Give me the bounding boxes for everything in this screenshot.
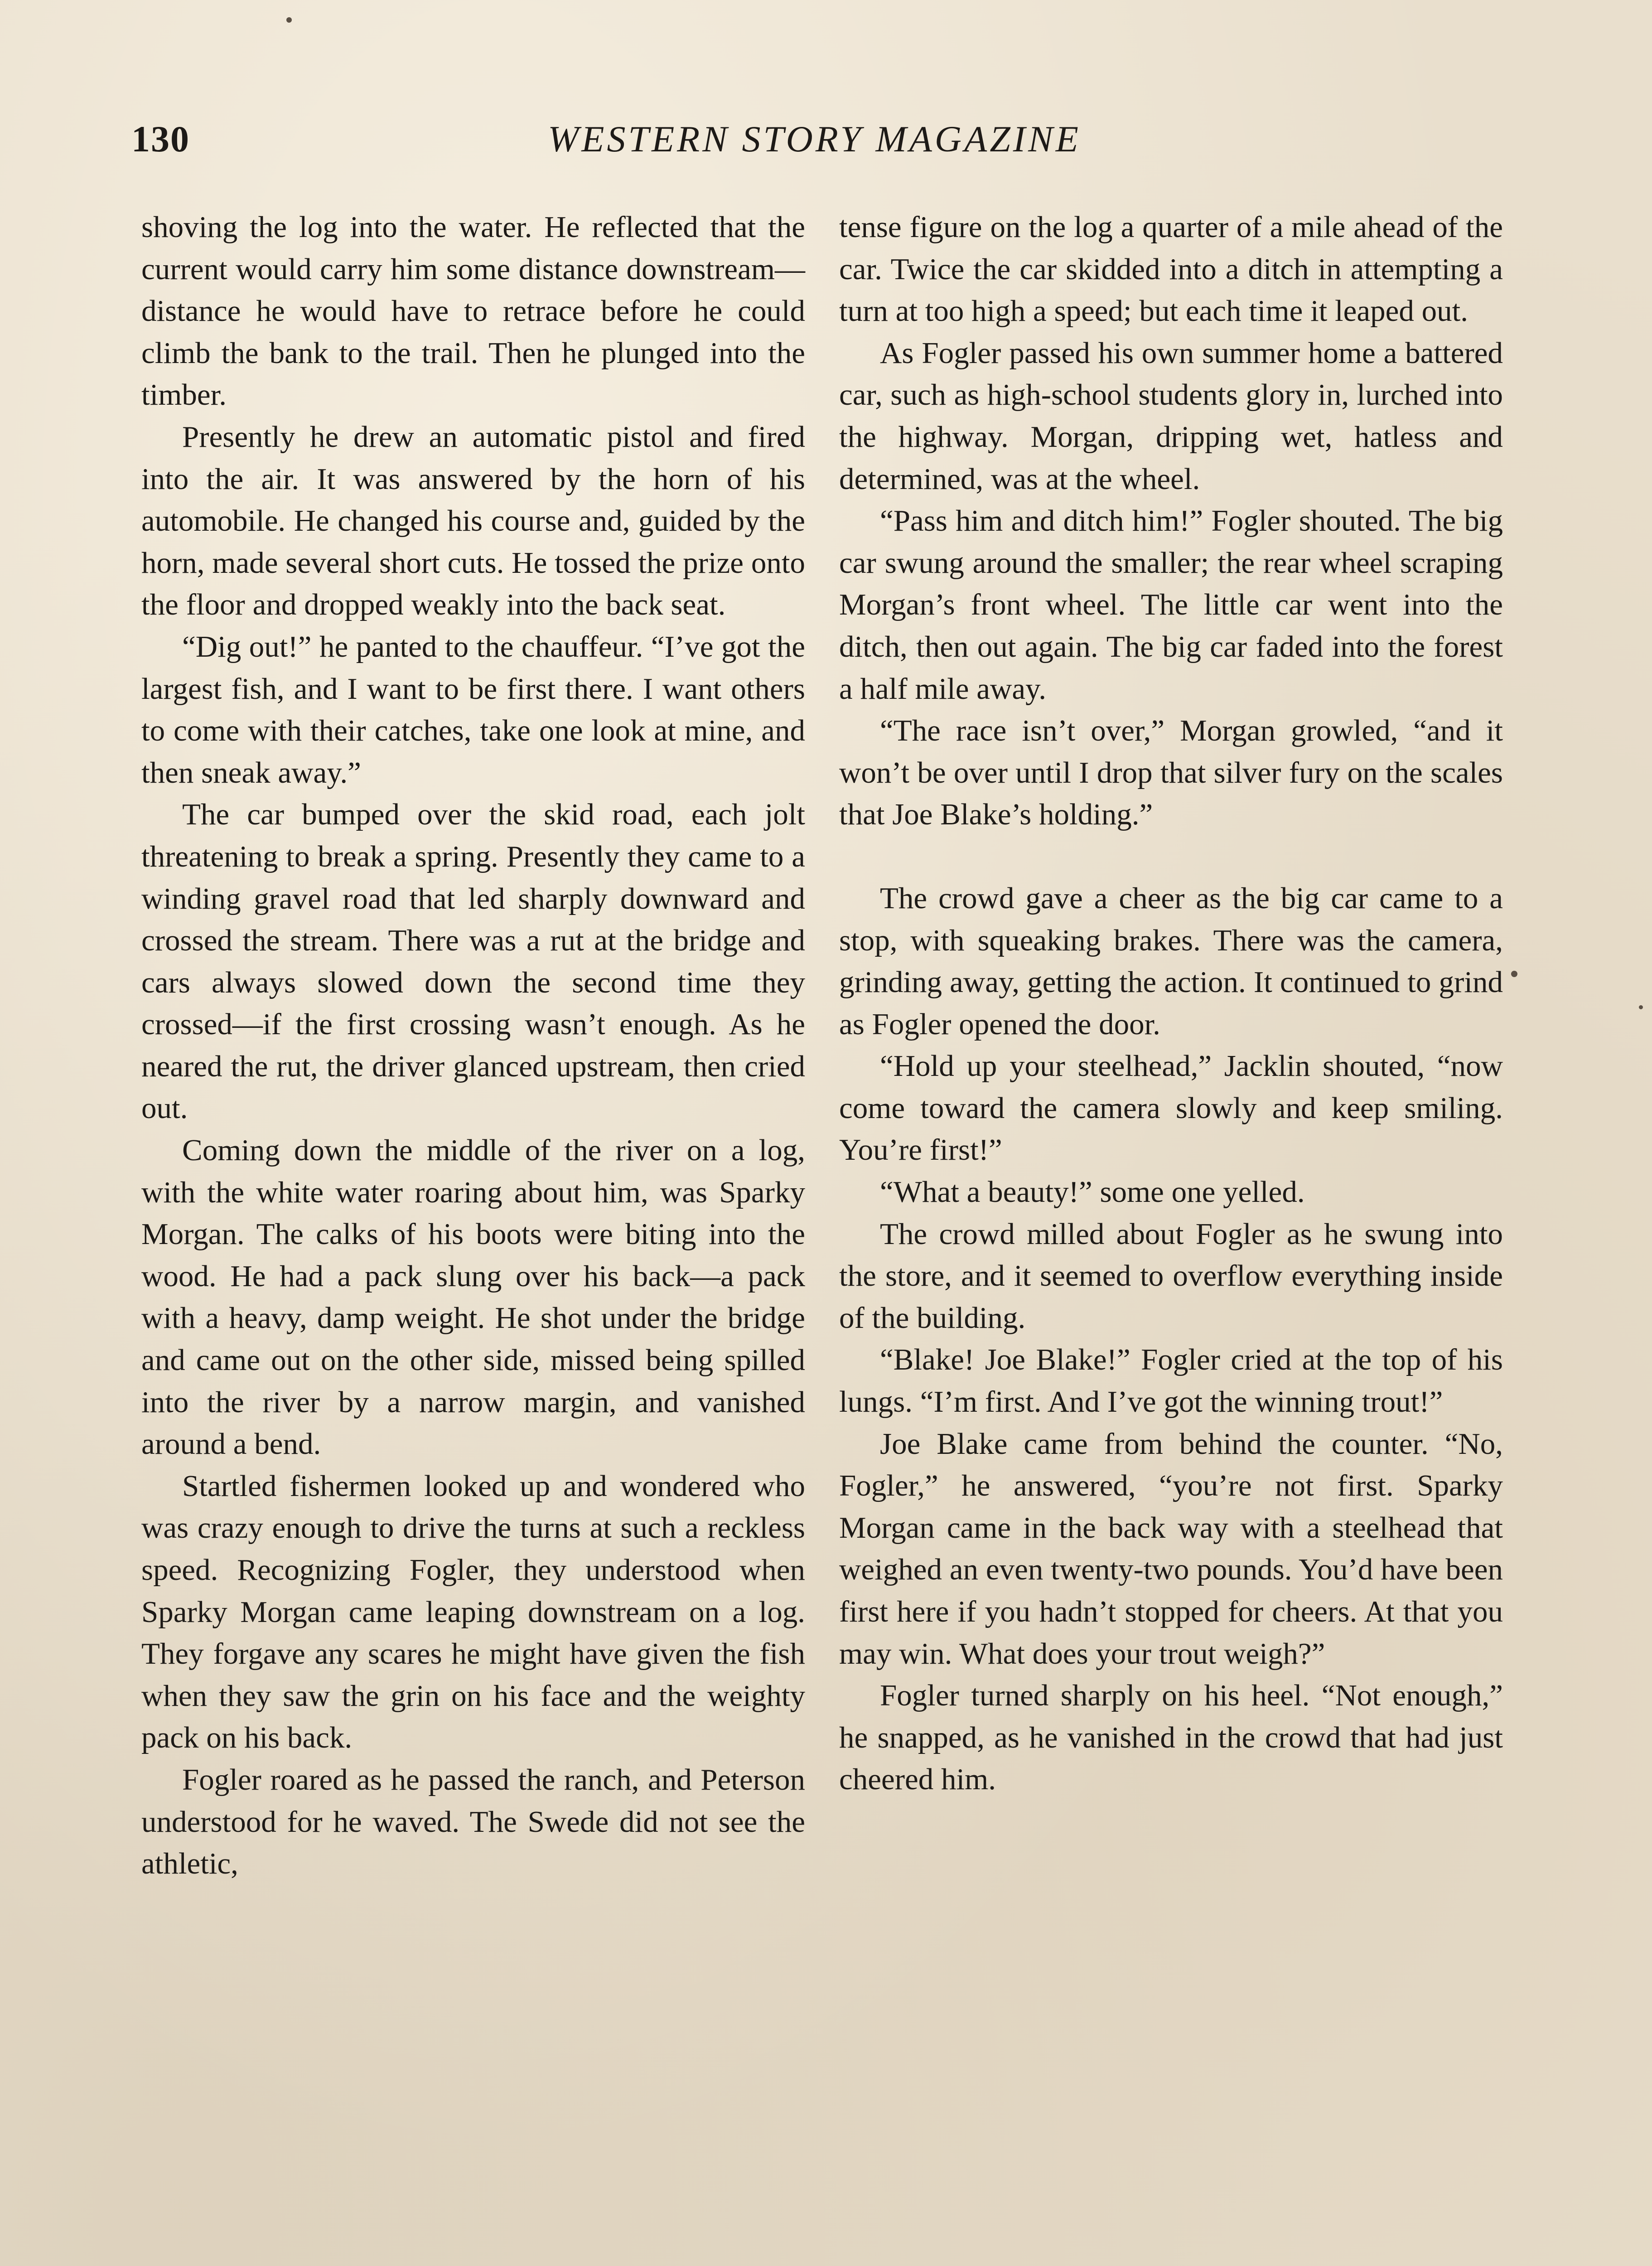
right-column xyxy=(839,206,1503,1801)
paragraph: Presently he drew an automatic pistol and fired into the air. It was answered by the horn of his automobile. He changed his course and, guided by the horn, made several short cuts. He tossed the prize onto the floor and dropped weakly into the back seat. xyxy=(141,420,805,622)
paragraph: The car bumped over the skid road, each jolt threatening to break a spring. Presently they came to a winding gravel road that led sharply downward and crossed the stream. There was a rut at the bridge and cars always slowed down the second time they crossed—if the first crossing wasn’t enough. As he neared the rut, the driver glanced upstream, then cried out. xyxy=(141,798,805,1125)
paragraph: Fogler roared as he passed the ranch, and Peterson understood for he waved. The Swede did not see the athletic, xyxy=(141,1762,805,1881)
page-header xyxy=(131,118,1497,181)
paragraph: Joe Blake came from behind the counter. “No, Fogler,” he answered, “you’re not first. Sparky Morgan came in the back way with a steelhead that weighed an even twenty-two pounds. You’d have been first here if you hadn’t stopped for cheers. At that you may win. What does your trout weigh?” xyxy=(839,1427,1503,1670)
paragraph: shoving the log into the water. He reflected that the current would carry him some distance downstream—distance he would have to retrace before he could climb the bank to the trail. Then he plunged into the timber. xyxy=(141,210,805,412)
paragraph: Startled fishermen looked up and wondered who was crazy enough to drive the turns at such a reckless speed. Recognizing Fogler, they understood when Sparky Morgan came leaping downstream on a log. They forgave any scares he might have given the fish when they saw the grin on his face and the weighty pack on his back. xyxy=(141,1469,805,1755)
paragraph: “Hold up your steelhead,” Jacklin shouted, “now come toward the camera slowly and keep smiling. You’re first!” xyxy=(839,1049,1503,1167)
ink-speck xyxy=(1639,1005,1643,1009)
ink-speck xyxy=(1511,971,1517,977)
paragraph: “Dig out!” he panted to the chauffeur. “I’ve got the largest fish, and I want to be first there. I want others to come with their catches, take one look at mine, and then sneak away.” xyxy=(141,629,805,789)
running-head: WESTERN STORY MAGAZINE xyxy=(548,118,1081,160)
paragraph: tense figure on the log a quarter of a mile ahead of the car. Twice the car skidded into a ditch in attempting a turn at too high a speed; but each time it leaped out. xyxy=(839,210,1503,328)
paragraph: The crowd milled about Fogler as he swung into the store, and it seemed to overflow everything inside of the building. xyxy=(839,1217,1503,1335)
paragraph: Fogler turned sharply on his heel. “Not enough,” he snapped, as he vanished in the crowd that had just cheered him. xyxy=(839,1679,1503,1796)
paragraph: The crowd gave a cheer as the big car came to a stop, with squeaking brakes. There was the camera, grinding away, getting the action. It continued to grind as Fogler opened the door. xyxy=(839,881,1503,1041)
paragraph: “Pass him and ditch him!” Fogler shouted. The big car swung around the smaller; the rear wheel scraping Morgan’s front wheel. The little car went into the ditch, then out again. The big car faded into the forest a half mile away. xyxy=(839,504,1503,706)
paragraph: “Blake! Joe Blake!” Fogler cried at the top of his lungs. “I’m first. And I’ve got the winning trout!” xyxy=(839,1343,1503,1419)
paragraph: “The race isn’t over,” Morgan growled, “and it won’t be over until I drop that silver fury on the scales that Joe Blake’s holding.” xyxy=(839,714,1503,832)
page-number: 130 xyxy=(131,118,190,160)
paragraph: Coming down the middle of the river on a log, with the white water roaring about him, was Sparky Morgan. The calks of his boots were biting into the wood. He had a pack slung over his back—a pack with a heavy, damp weight. He shot under the bridge and came out on the other side, missed being spilled into the river by a narrow margin, and vanished around a bend. xyxy=(141,1133,805,1461)
paragraph: “What a beauty!” some one yelled. xyxy=(880,1175,1305,1209)
paragraph: As Fogler passed his own summer home a battered car, such as high-school students glory in, lurched into the highway. Morgan, dripping wet, hatless and determined, was at the wheel. xyxy=(839,336,1503,496)
left-column xyxy=(141,206,805,1885)
ink-speck xyxy=(286,17,292,23)
